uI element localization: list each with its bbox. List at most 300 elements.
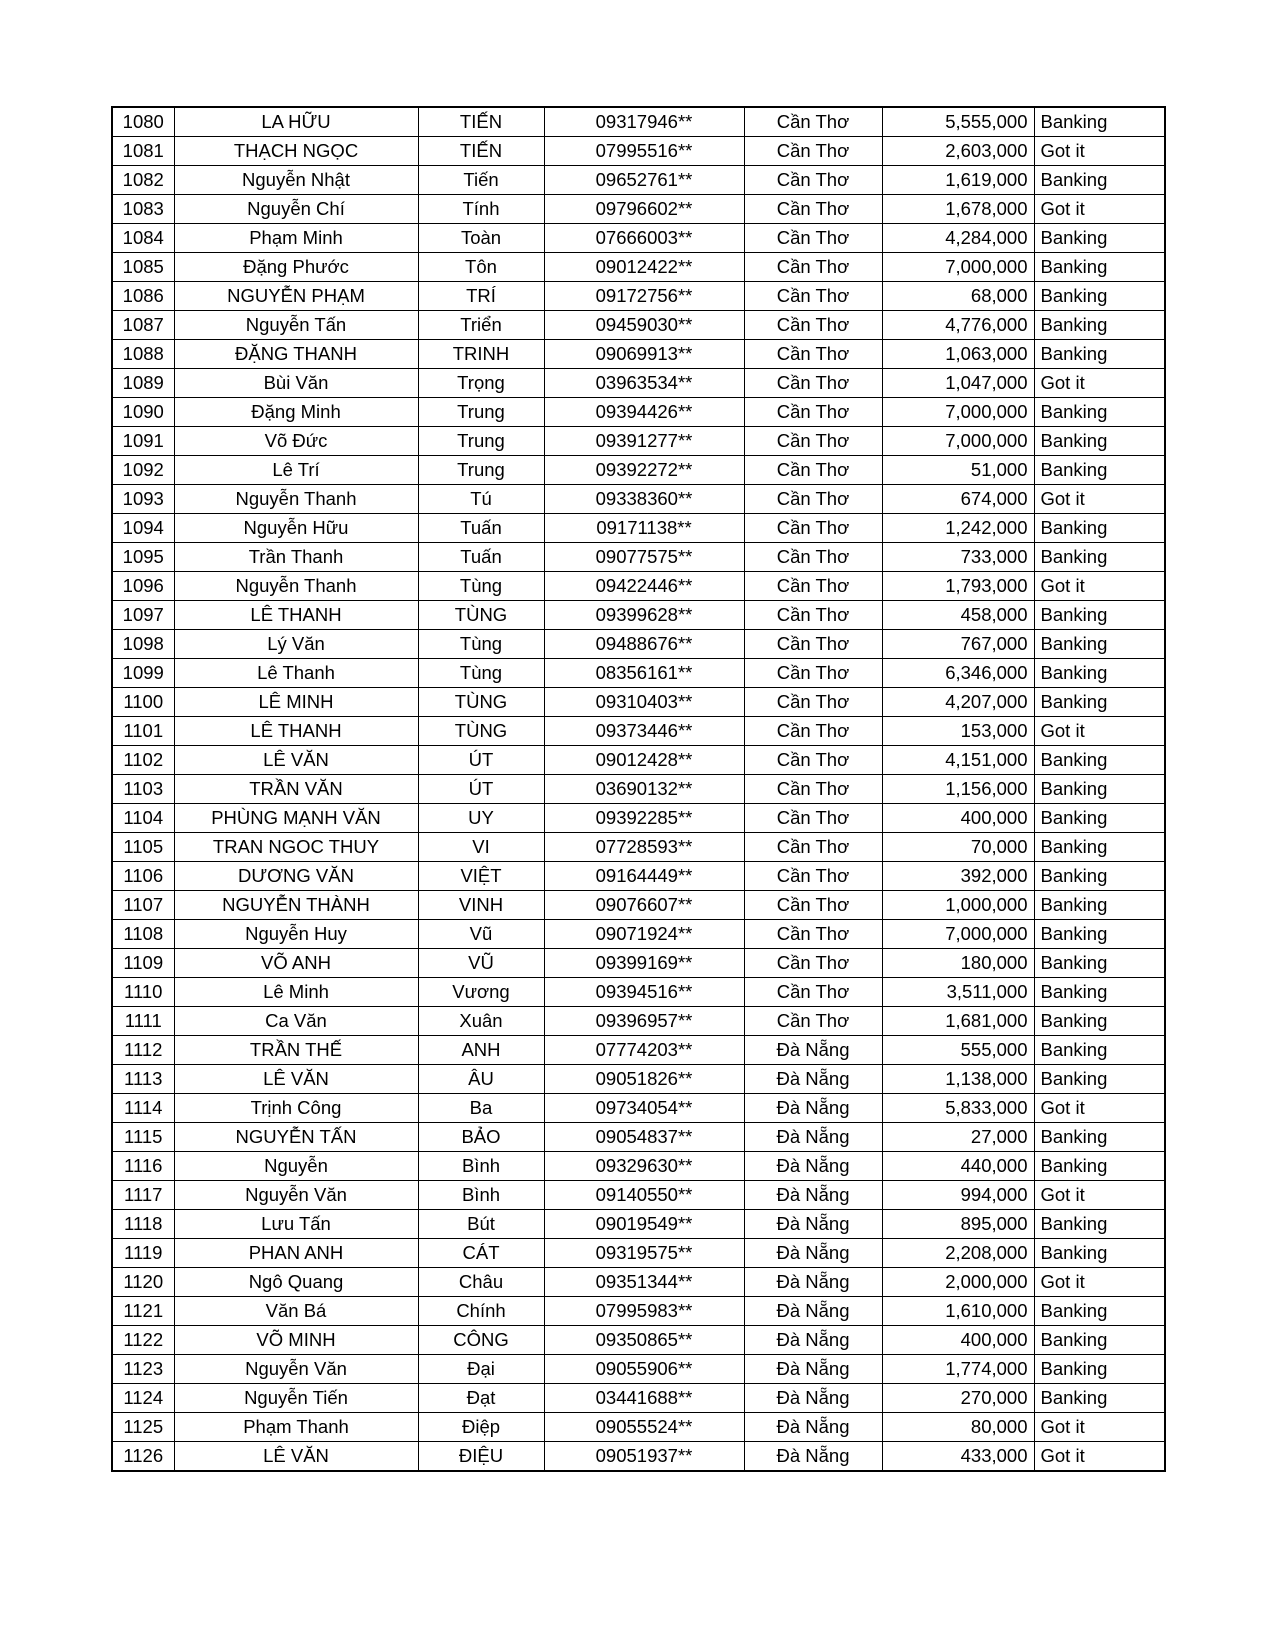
table-row <box>112 601 1165 630</box>
cell-id: 1104 <box>112 804 174 833</box>
cell-city: Cần Thơ <box>744 630 882 659</box>
table-row <box>112 1297 1165 1326</box>
cell-last-name: Vương <box>418 978 544 1007</box>
cell-last-name: CÁT <box>418 1239 544 1268</box>
table-row <box>112 398 1165 427</box>
cell-amount: 70,000 <box>882 833 1034 862</box>
cell-last-name: Tiến <box>418 166 544 195</box>
cell-city: Đà Nẵng <box>744 1297 882 1326</box>
cell-status: Banking <box>1034 1123 1165 1152</box>
cell-status: Banking <box>1034 1152 1165 1181</box>
cell-last-name: Bình <box>418 1152 544 1181</box>
cell-amount: 270,000 <box>882 1384 1034 1413</box>
cell-id: 1114 <box>112 1094 174 1123</box>
cell-last-name: TIẾN <box>418 107 544 137</box>
cell-id: 1090 <box>112 398 174 427</box>
cell-amount: 1,138,000 <box>882 1065 1034 1094</box>
cell-phone: 03441688** <box>544 1384 744 1413</box>
cell-city: Đà Nẵng <box>744 1384 882 1413</box>
cell-city: Đà Nẵng <box>744 1152 882 1181</box>
table-row <box>112 833 1165 862</box>
cell-first-name: Nguyễn Thanh <box>174 572 418 601</box>
cell-status: Got it <box>1034 369 1165 398</box>
cell-id: 1109 <box>112 949 174 978</box>
table-row <box>112 1268 1165 1297</box>
cell-city: Cần Thơ <box>744 137 882 166</box>
table-row <box>112 1442 1165 1472</box>
cell-first-name: Phạm Minh <box>174 224 418 253</box>
cell-first-name: Nguyễn Chí <box>174 195 418 224</box>
table-row <box>112 1210 1165 1239</box>
cell-last-name: Tùng <box>418 630 544 659</box>
table-row <box>112 920 1165 949</box>
cell-last-name: Trung <box>418 398 544 427</box>
cell-phone: 09019549** <box>544 1210 744 1239</box>
cell-amount: 5,833,000 <box>882 1094 1034 1123</box>
cell-last-name: ÚT <box>418 775 544 804</box>
cell-phone: 09055906** <box>544 1355 744 1384</box>
cell-amount: 1,793,000 <box>882 572 1034 601</box>
cell-first-name: Lê Thanh <box>174 659 418 688</box>
cell-id: 1085 <box>112 253 174 282</box>
cell-city: Cần Thơ <box>744 978 882 1007</box>
cell-first-name: Đặng Minh <box>174 398 418 427</box>
cell-phone: 09396957** <box>544 1007 744 1036</box>
cell-id: 1099 <box>112 659 174 688</box>
cell-id: 1081 <box>112 137 174 166</box>
table-row <box>112 1152 1165 1181</box>
cell-city: Cần Thơ <box>744 804 882 833</box>
cell-id: 1094 <box>112 514 174 543</box>
cell-phone: 09459030** <box>544 311 744 340</box>
cell-city: Đà Nẵng <box>744 1123 882 1152</box>
cell-last-name: CÔNG <box>418 1326 544 1355</box>
cell-first-name: Lê Trí <box>174 456 418 485</box>
cell-status: Got it <box>1034 717 1165 746</box>
cell-status: Banking <box>1034 630 1165 659</box>
cell-first-name: LÊ VĂN <box>174 746 418 775</box>
cell-last-name: TRINH <box>418 340 544 369</box>
cell-id: 1095 <box>112 543 174 572</box>
cell-amount: 6,346,000 <box>882 659 1034 688</box>
cell-last-name: Bút <box>418 1210 544 1239</box>
cell-id: 1106 <box>112 862 174 891</box>
cell-first-name: VÕ MINH <box>174 1326 418 1355</box>
cell-last-name: BẢO <box>418 1123 544 1152</box>
cell-status: Banking <box>1034 514 1165 543</box>
cell-first-name: Nguyễn Huy <box>174 920 418 949</box>
cell-amount: 1,000,000 <box>882 891 1034 920</box>
cell-first-name: NGUYỄN PHẠM <box>174 282 418 311</box>
cell-id: 1118 <box>112 1210 174 1239</box>
cell-amount: 153,000 <box>882 717 1034 746</box>
cell-last-name: Tùng <box>418 572 544 601</box>
cell-first-name: PHAN ANH <box>174 1239 418 1268</box>
cell-phone: 09051826** <box>544 1065 744 1094</box>
table-row <box>112 688 1165 717</box>
table-row <box>112 369 1165 398</box>
table-row <box>112 456 1165 485</box>
cell-first-name: Trịnh Công <box>174 1094 418 1123</box>
cell-id: 1108 <box>112 920 174 949</box>
table-row <box>112 1181 1165 1210</box>
table-row <box>112 282 1165 311</box>
table-row <box>112 1413 1165 1442</box>
cell-id: 1091 <box>112 427 174 456</box>
cell-phone: 09317946** <box>544 107 744 137</box>
cell-status: Banking <box>1034 1065 1165 1094</box>
cell-amount: 1,678,000 <box>882 195 1034 224</box>
cell-city: Cần Thơ <box>744 369 882 398</box>
cell-amount: 433,000 <box>882 1442 1034 1472</box>
cell-last-name: Điệp <box>418 1413 544 1442</box>
cell-first-name: PHÙNG MẠNH VĂN <box>174 804 418 833</box>
table-row <box>112 1384 1165 1413</box>
cell-id: 1100 <box>112 688 174 717</box>
cell-first-name: Bùi Văn <box>174 369 418 398</box>
cell-status: Got it <box>1034 195 1165 224</box>
cell-phone: 09373446** <box>544 717 744 746</box>
cell-first-name: Đặng Phước <box>174 253 418 282</box>
cell-first-name: Nguyễn Văn <box>174 1355 418 1384</box>
cell-status: Banking <box>1034 456 1165 485</box>
cell-id: 1124 <box>112 1384 174 1413</box>
table-row <box>112 978 1165 1007</box>
cell-status: Banking <box>1034 1007 1165 1036</box>
table-row <box>112 746 1165 775</box>
cell-first-name: Lê Minh <box>174 978 418 1007</box>
cell-city: Cần Thơ <box>744 166 882 195</box>
cell-city: Cần Thơ <box>744 833 882 862</box>
cell-city: Cần Thơ <box>744 775 882 804</box>
table-row <box>112 1355 1165 1384</box>
cell-city: Cần Thơ <box>744 688 882 717</box>
cell-last-name: ÚT <box>418 746 544 775</box>
cell-amount: 733,000 <box>882 543 1034 572</box>
cell-phone: 07728593** <box>544 833 744 862</box>
cell-amount: 7,000,000 <box>882 253 1034 282</box>
cell-last-name: Vũ <box>418 920 544 949</box>
cell-status: Banking <box>1034 1384 1165 1413</box>
cell-status: Banking <box>1034 688 1165 717</box>
cell-city: Cần Thơ <box>744 514 882 543</box>
cell-status: Banking <box>1034 224 1165 253</box>
cell-id: 1122 <box>112 1326 174 1355</box>
table-row <box>112 427 1165 456</box>
cell-phone: 07995516** <box>544 137 744 166</box>
cell-phone: 09796602** <box>544 195 744 224</box>
table-row <box>112 166 1165 195</box>
cell-status: Banking <box>1034 746 1165 775</box>
cell-first-name: NGUYỄN THÀNH <box>174 891 418 920</box>
cell-phone: 09394426** <box>544 398 744 427</box>
cell-city: Cần Thơ <box>744 862 882 891</box>
cell-amount: 80,000 <box>882 1413 1034 1442</box>
cell-first-name: TRAN NGOC THUY <box>174 833 418 862</box>
cell-last-name: TÙNG <box>418 601 544 630</box>
cell-first-name: Nguyễn Nhật <box>174 166 418 195</box>
cell-last-name: Đạt <box>418 1384 544 1413</box>
cell-status: Banking <box>1034 1326 1165 1355</box>
cell-phone: 09338360** <box>544 485 744 514</box>
cell-phone: 09164449** <box>544 862 744 891</box>
table-row <box>112 1094 1165 1123</box>
cell-phone: 09734054** <box>544 1094 744 1123</box>
cell-phone: 09652761** <box>544 166 744 195</box>
cell-phone: 09319575** <box>544 1239 744 1268</box>
cell-id: 1080 <box>112 107 174 137</box>
cell-id: 1126 <box>112 1442 174 1472</box>
cell-status: Banking <box>1034 920 1165 949</box>
cell-city: Đà Nẵng <box>744 1210 882 1239</box>
table-container <box>111 106 1164 1472</box>
cell-last-name: Trung <box>418 427 544 456</box>
cell-city: Cần Thơ <box>744 659 882 688</box>
cell-amount: 7,000,000 <box>882 398 1034 427</box>
cell-last-name: Tính <box>418 195 544 224</box>
cell-phone: 09076607** <box>544 891 744 920</box>
cell-city: Cần Thơ <box>744 195 882 224</box>
cell-phone: 09422446** <box>544 572 744 601</box>
cell-last-name: Xuân <box>418 1007 544 1036</box>
cell-first-name: Văn Bá <box>174 1297 418 1326</box>
cell-amount: 2,000,000 <box>882 1268 1034 1297</box>
cell-amount: 555,000 <box>882 1036 1034 1065</box>
cell-id: 1096 <box>112 572 174 601</box>
table-row <box>112 659 1165 688</box>
cell-last-name: TRÍ <box>418 282 544 311</box>
cell-id: 1084 <box>112 224 174 253</box>
cell-first-name: Nguyễn Thanh <box>174 485 418 514</box>
cell-amount: 7,000,000 <box>882 920 1034 949</box>
cell-amount: 3,511,000 <box>882 978 1034 1007</box>
cell-amount: 2,603,000 <box>882 137 1034 166</box>
cell-last-name: Tuấn <box>418 514 544 543</box>
cell-last-name: VŨ <box>418 949 544 978</box>
cell-id: 1120 <box>112 1268 174 1297</box>
cell-first-name: LÊ THANH <box>174 601 418 630</box>
cell-status: Banking <box>1034 659 1165 688</box>
cell-phone: 09055524** <box>544 1413 744 1442</box>
cell-status: Banking <box>1034 1239 1165 1268</box>
cell-amount: 674,000 <box>882 485 1034 514</box>
cell-amount: 1,242,000 <box>882 514 1034 543</box>
cell-city: Cần Thơ <box>744 572 882 601</box>
cell-last-name: Toàn <box>418 224 544 253</box>
cell-id: 1117 <box>112 1181 174 1210</box>
table-row <box>112 1065 1165 1094</box>
cell-phone: 09350865** <box>544 1326 744 1355</box>
cell-amount: 4,284,000 <box>882 224 1034 253</box>
cell-phone: 09012422** <box>544 253 744 282</box>
cell-first-name: LÊ VĂN <box>174 1442 418 1472</box>
table-row <box>112 891 1165 920</box>
cell-id: 1082 <box>112 166 174 195</box>
cell-first-name: Lý Văn <box>174 630 418 659</box>
cell-phone: 09171138** <box>544 514 744 543</box>
cell-status: Banking <box>1034 311 1165 340</box>
cell-amount: 7,000,000 <box>882 427 1034 456</box>
cell-phone: 09488676** <box>544 630 744 659</box>
cell-last-name: ÂU <box>418 1065 544 1094</box>
cell-city: Đà Nẵng <box>744 1413 882 1442</box>
cell-amount: 767,000 <box>882 630 1034 659</box>
cell-amount: 440,000 <box>882 1152 1034 1181</box>
cell-first-name: LA HỮU <box>174 107 418 137</box>
cell-amount: 1,774,000 <box>882 1355 1034 1384</box>
cell-first-name: Nguyễn Hữu <box>174 514 418 543</box>
cell-phone: 03963534** <box>544 369 744 398</box>
cell-id: 1088 <box>112 340 174 369</box>
cell-status: Banking <box>1034 253 1165 282</box>
cell-first-name: ĐẶNG THANH <box>174 340 418 369</box>
table-row <box>112 253 1165 282</box>
cell-amount: 51,000 <box>882 456 1034 485</box>
cell-amount: 1,156,000 <box>882 775 1034 804</box>
cell-status: Banking <box>1034 862 1165 891</box>
cell-last-name: Tú <box>418 485 544 514</box>
cell-id: 1103 <box>112 775 174 804</box>
cell-phone: 09077575** <box>544 543 744 572</box>
cell-status: Got it <box>1034 1413 1165 1442</box>
cell-id: 1083 <box>112 195 174 224</box>
cell-phone: 09069913** <box>544 340 744 369</box>
cell-first-name: Lưu Tấn <box>174 1210 418 1239</box>
table-row <box>112 572 1165 601</box>
cell-id: 1111 <box>112 1007 174 1036</box>
table-row <box>112 775 1165 804</box>
cell-phone: 09392272** <box>544 456 744 485</box>
cell-phone: 09054837** <box>544 1123 744 1152</box>
cell-city: Cần Thơ <box>744 543 882 572</box>
cell-city: Cần Thơ <box>744 949 882 978</box>
cell-first-name: THẠCH NGỌC <box>174 137 418 166</box>
cell-phone: 09399169** <box>544 949 744 978</box>
cell-amount: 1,063,000 <box>882 340 1034 369</box>
cell-id: 1125 <box>112 1413 174 1442</box>
cell-status: Banking <box>1034 833 1165 862</box>
cell-last-name: TÙNG <box>418 717 544 746</box>
cell-last-name: UY <box>418 804 544 833</box>
cell-id: 1123 <box>112 1355 174 1384</box>
cell-first-name: NGUYỄN TẤN <box>174 1123 418 1152</box>
cell-city: Đà Nẵng <box>744 1326 882 1355</box>
table-row <box>112 1326 1165 1355</box>
cell-amount: 4,207,000 <box>882 688 1034 717</box>
table-row <box>112 514 1165 543</box>
cell-first-name: Phạm Thanh <box>174 1413 418 1442</box>
cell-last-name: TIẾN <box>418 137 544 166</box>
cell-city: Đà Nẵng <box>744 1355 882 1384</box>
cell-phone: 03690132** <box>544 775 744 804</box>
cell-id: 1119 <box>112 1239 174 1268</box>
table-row <box>112 340 1165 369</box>
cell-status: Banking <box>1034 775 1165 804</box>
cell-phone: 07774203** <box>544 1036 744 1065</box>
cell-city: Cần Thơ <box>744 1007 882 1036</box>
cell-city: Đà Nẵng <box>744 1181 882 1210</box>
cell-status: Banking <box>1034 340 1165 369</box>
cell-last-name: Tuấn <box>418 543 544 572</box>
cell-city: Cần Thơ <box>744 920 882 949</box>
cell-first-name: Nguyễn <box>174 1152 418 1181</box>
cell-phone: 09391277** <box>544 427 744 456</box>
cell-city: Cần Thơ <box>744 456 882 485</box>
cell-city: Đà Nẵng <box>744 1065 882 1094</box>
cell-last-name: Ba <box>418 1094 544 1123</box>
cell-id: 1116 <box>112 1152 174 1181</box>
table-row <box>112 949 1165 978</box>
cell-last-name: Châu <box>418 1268 544 1297</box>
cell-city: Cần Thơ <box>744 311 882 340</box>
cell-first-name: Nguyễn Văn <box>174 1181 418 1210</box>
cell-status: Got it <box>1034 572 1165 601</box>
cell-status: Banking <box>1034 543 1165 572</box>
cell-last-name: Triển <box>418 311 544 340</box>
cell-city: Cần Thơ <box>744 485 882 514</box>
cell-id: 1121 <box>112 1297 174 1326</box>
cell-id: 1115 <box>112 1123 174 1152</box>
table-row <box>112 1007 1165 1036</box>
cell-amount: 1,047,000 <box>882 369 1034 398</box>
cell-amount: 895,000 <box>882 1210 1034 1239</box>
table-row <box>112 630 1165 659</box>
cell-last-name: Đại <box>418 1355 544 1384</box>
cell-city: Đà Nẵng <box>744 1239 882 1268</box>
cell-status: Got it <box>1034 1268 1165 1297</box>
cell-last-name: Trung <box>418 456 544 485</box>
table-row <box>112 107 1165 137</box>
cell-city: Đà Nẵng <box>744 1094 882 1123</box>
cell-status: Banking <box>1034 1210 1165 1239</box>
cell-amount: 994,000 <box>882 1181 1034 1210</box>
cell-first-name: DƯƠNG VĂN <box>174 862 418 891</box>
cell-last-name: Bình <box>418 1181 544 1210</box>
cell-amount: 1,681,000 <box>882 1007 1034 1036</box>
cell-city: Cần Thơ <box>744 717 882 746</box>
cell-first-name: Nguyễn Tấn <box>174 311 418 340</box>
winners-table <box>111 106 1166 1472</box>
cell-city: Đà Nẵng <box>744 1442 882 1472</box>
cell-status: Banking <box>1034 107 1165 137</box>
cell-id: 1101 <box>112 717 174 746</box>
cell-last-name: VIỆT <box>418 862 544 891</box>
cell-last-name: Tùng <box>418 659 544 688</box>
cell-status: Got it <box>1034 485 1165 514</box>
cell-amount: 1,610,000 <box>882 1297 1034 1326</box>
table-row <box>112 1239 1165 1268</box>
cell-first-name: Võ Đức <box>174 427 418 456</box>
cell-status: Got it <box>1034 137 1165 166</box>
cell-first-name: LÊ MINH <box>174 688 418 717</box>
cell-first-name: LÊ VĂN <box>174 1065 418 1094</box>
cell-id: 1097 <box>112 601 174 630</box>
cell-id: 1112 <box>112 1036 174 1065</box>
cell-status: Banking <box>1034 978 1165 1007</box>
cell-amount: 4,151,000 <box>882 746 1034 775</box>
table-row <box>112 717 1165 746</box>
cell-id: 1105 <box>112 833 174 862</box>
table-row <box>112 862 1165 891</box>
cell-amount: 392,000 <box>882 862 1034 891</box>
table-row <box>112 804 1165 833</box>
cell-first-name: VÕ ANH <box>174 949 418 978</box>
table-row <box>112 224 1165 253</box>
cell-phone: 09310403** <box>544 688 744 717</box>
table-row <box>112 1036 1165 1065</box>
cell-status: Banking <box>1034 398 1165 427</box>
cell-status: Banking <box>1034 804 1165 833</box>
